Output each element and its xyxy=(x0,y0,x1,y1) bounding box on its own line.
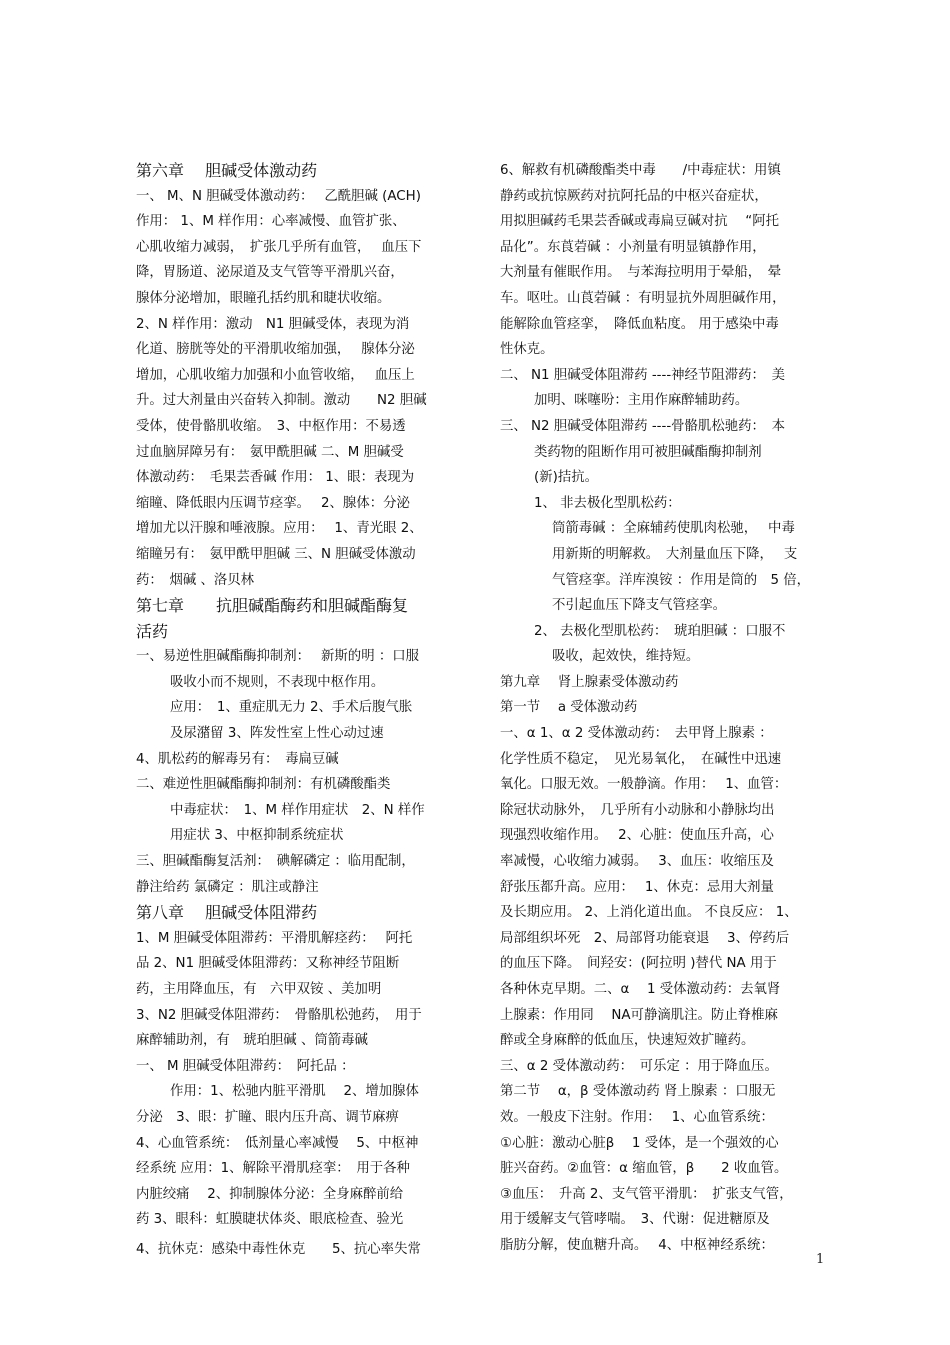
text-line: 上腺素：作用同 NA可静滴肌注。防止脊椎麻 xyxy=(500,1007,778,1023)
text-line: 及长期应用。 2、上消化道出血。 不良反应： 1、 xyxy=(500,905,798,921)
text-line: (新)拮抗。 xyxy=(534,470,599,486)
text-line: 性休克。 xyxy=(500,342,554,358)
text-line: ①心脏：激动心脏β 1 受体，是一个强效的心 xyxy=(500,1135,779,1151)
text-line: 第九章 肾上腺素受体激动药 xyxy=(500,674,679,690)
text-line: 气管痉挛。洋库溴铵 ：作用是筒的 5 倍， xyxy=(552,572,811,588)
text-line: 二、难逆性胆碱酯酶抑制剂：有机磷酸酯类 xyxy=(136,777,391,793)
text-line: 过血脑屏障另有： 氨甲酰胆碱 二、M 胆碱受 xyxy=(136,444,404,460)
text-line: 内脏绞痛 2、抑制腺体分泌：全身麻醉前给 xyxy=(136,1186,404,1202)
text-line: 大剂量有催眠作用。 与苯海拉明用于晕船， 晕 xyxy=(500,265,782,281)
text-line: 能解除血管痉挛， 降低血粘度。 用于感染中毒 xyxy=(500,316,779,332)
page-number: 1 xyxy=(816,1252,825,1267)
text-line: 一、 M 胆碱受体阻滞药： 阿托品 ： xyxy=(136,1058,355,1074)
text-line: 用于缓解支气管哮喘。 3、代谢：促进糖原及 xyxy=(500,1212,770,1228)
text-line: 应用： 1、重症肌无力 2、手术后腹气胀 xyxy=(170,700,413,716)
text-line: 4、抗休克：感染中毒性休克 5、抗心率失常 xyxy=(136,1241,421,1257)
text-line: 2、N 样作用：激动 N1 胆碱受体，表现为消 xyxy=(136,316,410,332)
text-line: 三、α 2 受体激动药： 可乐定 ：用于降血压。 xyxy=(500,1058,778,1074)
text-line: 心肌收缩力减弱， 扩张几乎所有血管， 血压下 xyxy=(136,239,422,255)
right-column xyxy=(500,158,830,1259)
text-line: 静药或抗惊厥药对抗阿托品的中枢兴奋症状， xyxy=(500,188,768,204)
text-line: 用拟胆碱药毛果芸香碱或毒扁豆碱对抗 “阿托 xyxy=(500,214,780,230)
text-line: 作用：1、松驰内脏平滑肌 2、增加腺体 xyxy=(170,1084,419,1100)
chapter-heading: 活药 xyxy=(136,621,169,641)
text-line: 率减慢，心收缩力减弱。 3、血压：收缩压及 xyxy=(500,854,774,870)
text-line: 药： 烟碱 、洛贝林 xyxy=(136,572,255,588)
text-line: 吸收小而不规则，不表现中枢作用。 xyxy=(170,674,385,690)
text-line: 药 3、眼科：虹膜睫状体炎、眼底检查、验光 xyxy=(136,1212,404,1228)
text-line: 类药物的阻断作用可被胆碱酯酶抑制剂 xyxy=(534,444,762,460)
text-line: 用新斯的明解救。 大剂量血压下降， 支 xyxy=(552,546,798,562)
text-line: 品化”。东莨菪碱 ：小剂量有明显镇静作用， xyxy=(500,239,766,255)
text-line: 分泌 3、眼：扩瞳、眼内压升高、调节麻痹 xyxy=(136,1109,399,1125)
text-line: 化道、膀胱等处的平滑肌收缩加强， 腺体分泌 xyxy=(136,342,415,358)
text-line: 一、 M、N 胆碱受体激动药： 乙酰胆碱 (ACH) xyxy=(136,188,421,204)
text-line: 各种休克早期。二、α 1 受体激动药：去氧肾 xyxy=(500,982,781,997)
text-line: 6、解救有机磷酸酯类中毒 /中毒症状：用镇 xyxy=(500,163,781,178)
text-line: 第一节 a 受体激动药 xyxy=(500,700,638,716)
text-line: 受体，使骨骼肌收缩。 3、中枢作用：不易透 xyxy=(136,418,406,434)
text-line: 静注给药 氯磷定 ：肌注或静注 xyxy=(136,879,319,895)
text-line: 氧化。口服无效。一般静滴。作用： 1、血管： xyxy=(500,777,788,793)
text-line: 现强烈收缩作用。 2、心脏：使血压升高，心 xyxy=(500,828,774,844)
chapter-heading: 第六章 胆碱受体激动药 xyxy=(136,161,318,180)
text-line: 用症状 3、中枢抑制系统症状 xyxy=(170,828,344,844)
text-line: 经系统 应用：1、解除平滑肌痉挛： 用于各种 xyxy=(136,1161,410,1177)
chapter-heading: 第八章 胆碱受体阻滞药 xyxy=(136,903,318,923)
text-line: 三、胆碱酯酶复活剂： 碘解磷定 ：临用配制， xyxy=(136,854,415,870)
text-line: 三、 N2 胆碱受体阻滞药 ----骨骼肌松驰药： 本 xyxy=(500,418,785,434)
text-line: 车。呕吐。山莨菪碱 ：有明显抗外周胆碱作用， xyxy=(500,290,786,306)
text-line: 化学性质不稳定， 见光易氧化， 在碱性中迅速 xyxy=(500,751,782,767)
text-line: 缩瞳另有： 氨甲酰甲胆碱 三、N 胆碱受体激动 xyxy=(136,546,416,562)
text-line: 舒张压都升高。应用： 1、休克：忌用大剂量 xyxy=(500,879,774,895)
text-line: ③血压： 升高 2、支气管平滑肌： 扩张支气管， xyxy=(500,1186,793,1202)
text-line: 腺体分泌增加，眼瞳孔括约肌和睫状收缩。 xyxy=(136,290,391,306)
text-line: 作用： 1、M 样作用：心率减慢、血管扩张、 xyxy=(136,214,406,230)
text-line: 脂肪分解，使血糖升高。 4、中枢神经系统： xyxy=(500,1237,774,1253)
text-line: 筒箭毒碱 ：全麻辅药使肌肉松驰， 中毒 xyxy=(552,521,795,537)
text-line: 二、 N1 胆碱受体阻滞药 ----神经节阻滞药： 美 xyxy=(500,367,785,383)
text-line: 一、α 1、α 2 受体激动药： 去甲肾上腺素 ： xyxy=(500,726,773,742)
text-line: 的血压下降。 间羟安：(阿拉明 )替代 NA 用于 xyxy=(500,956,777,972)
text-line: 1、M 胆碱受体阻滞药：平滑肌解痉药： 阿托 xyxy=(136,930,413,946)
text-line: 不引起血压下降支气管痉挛。 xyxy=(552,598,727,614)
text-line: 药，主用降血压，有 六甲双铵 、美加明 xyxy=(136,982,382,997)
text-line: 2、 去极化型肌松药： 琥珀胆碱 ：口服不 xyxy=(534,623,786,639)
text-line: 增加尤以汗腺和唾液腺。应用： 1、青光眼 2、 xyxy=(136,521,423,537)
text-line: 除冠状动脉外， 几乎所有小动脉和小静脉均出 xyxy=(500,802,775,818)
text-line: 4、肌松药的解毒另有： 毒扁豆碱 xyxy=(136,751,339,767)
text-line: 品 2、N1 胆碱受体阻滞药：又称神经节阻断 xyxy=(136,956,400,972)
text-line: 醉或全身麻醉的低血压，快速短效扩瞳药。 xyxy=(500,1033,755,1049)
text-line: 一、易逆性胆碱酯酶抑制剂： 新斯的明 ：口服 xyxy=(136,649,420,665)
left-column xyxy=(136,158,466,1263)
text-line: 4、心血管系统： 低剂量心率减慢 5、中枢神 xyxy=(136,1135,419,1151)
text-line: 增加，心肌收缩力加强和小血管收缩， 血压上 xyxy=(136,367,415,383)
text-line: 降，胃肠道、泌尿道及支气管等平滑肌兴奋， xyxy=(136,265,404,281)
text-line: 麻醉辅助剂，有 琥珀胆碱 、筒箭毒碱 xyxy=(136,1033,368,1049)
text-line: 体激动药： 毛果芸香碱 作用： 1、眼：表现为 xyxy=(136,470,415,486)
text-line: 加明、咪噻吩：主用作麻醉辅助药。 xyxy=(534,393,749,409)
text-line: 3、N2 胆碱受体阻滞药： 骨骼肌松弛药， 用于 xyxy=(136,1007,422,1023)
text-line: 脏兴奋药。②血管：α 缩血管，β 2 收血管。 xyxy=(500,1161,788,1177)
text-line: 中毒症状： 1、M 样作用症状 2、N 样作 xyxy=(170,802,425,818)
text-line: 第二节 α，β 受体激动药 肾上腺素 ：口服无 xyxy=(500,1084,776,1100)
text-line: 缩瞳、降低眼内压调节痉挛。 2、腺体：分泌 xyxy=(136,495,410,511)
text-line: 效。一般皮下注射。作用： 1、心血管系统： xyxy=(500,1109,774,1125)
text-line: 升。过大剂量由兴奋转入抑制。激动 N2 胆碱 xyxy=(136,393,427,409)
text-line: 及尿潴留 3、阵发性室上性心动过速 xyxy=(170,726,384,742)
text-line: 吸收，起效快，维持短。 xyxy=(552,649,700,665)
chapter-heading: 第七章 抗胆碱酯酶药和胆碱酯酶复 xyxy=(136,596,409,616)
text-line: 局部组织坏死 2、局部肾功能衰退 3、停药后 xyxy=(500,930,790,946)
text-line: 1、 非去极化型肌松药： xyxy=(534,495,681,511)
